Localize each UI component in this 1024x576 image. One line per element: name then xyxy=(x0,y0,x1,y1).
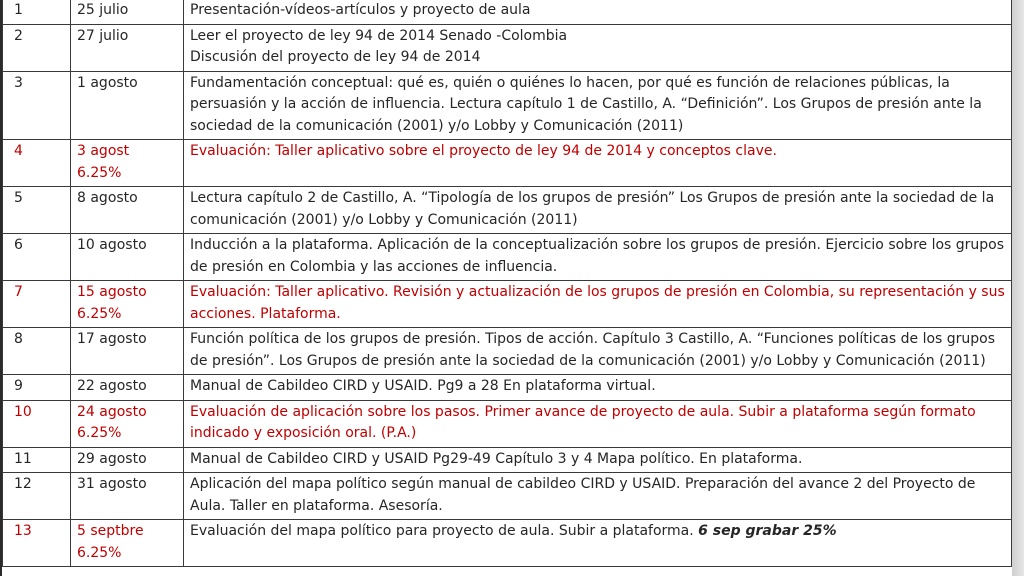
table-row xyxy=(3,0,1012,24)
session-number: 12 xyxy=(3,473,71,520)
description-text: Fundamentación conceptual: qué es, quién o quiénes lo hacen, por qué es función de relaciones públicas, la persuasión y la acción de influencia. Lectura capítulo 1 de Castillo, A. “Definición”. Los Grupos de presión ante la sociedad de la comunicación (2001) y/o Lobby y Comunicación (2011) xyxy=(190,74,982,134)
table-row xyxy=(3,281,1012,328)
table-row xyxy=(3,447,1012,473)
session-description xyxy=(184,447,1012,473)
description-text: Aplicación del mapa político según manual de cabildeo CIRD y USAID. Preparación del avance 2 del Proyecto de Aula. Taller en plataforma. Asesoría. xyxy=(190,476,976,514)
session-number: 6 xyxy=(3,234,71,281)
session-date: 1 agosto xyxy=(71,71,184,140)
description-text: Manual de Cabildeo CIRD y USAID Pg29-49 Capítulo 3 y 4 Mapa político. En plataforma. xyxy=(190,450,803,467)
description-text: Evaluación de aplicación sobre los pasos. Primer avance de proyecto de aula. Subir a plataforma según formato indicado y exposición oral. (P.A.) xyxy=(190,403,976,441)
session-number: 3 xyxy=(3,71,71,140)
schedule-body xyxy=(3,0,1012,567)
session-number: 4 xyxy=(3,140,71,187)
description-text: Inducción a la plataforma. Aplicación de la conceptualización sobre los grupos de presión. Ejercicio sobre los grupos de presión en Colombia y las acciones de influencia. xyxy=(190,237,1005,275)
session-description xyxy=(184,281,1012,328)
session-date: 24 agosto 6.25% xyxy=(71,400,184,447)
description-text: Función política de los grupos de presión. Tipos de acción. Capítulo 3 Castillo, A. “Funciones políticas de los grupos de presión”. Los Grupos de presión ante la sociedad de la comunicación (2001) y/o Lobby y Comunicación (2011) xyxy=(190,331,996,369)
session-description xyxy=(184,24,1012,71)
session-number: 13 xyxy=(3,520,71,567)
session-description xyxy=(184,187,1012,234)
table-row xyxy=(3,140,1012,187)
table-row xyxy=(3,520,1012,567)
session-description xyxy=(184,0,1012,24)
session-description xyxy=(184,140,1012,187)
session-number: 9 xyxy=(3,375,71,401)
session-description xyxy=(184,473,1012,520)
table-row xyxy=(3,400,1012,447)
session-date: 31 agosto xyxy=(71,473,184,520)
description-text: Evaluación: Taller aplicativo sobre el proyecto de ley 94 de 2014 y conceptos clave. xyxy=(190,143,777,159)
session-description xyxy=(184,520,1012,567)
description-text: Evaluación: Taller aplicativo. Revisión y actualización de los grupos de presión en Colombia, su representación y sus acciones. Plataforma. xyxy=(190,284,1005,322)
table-row xyxy=(3,328,1012,375)
session-date: 17 agosto xyxy=(71,328,184,375)
session-number: 8 xyxy=(3,328,71,375)
session-description xyxy=(184,400,1012,447)
description-text: Presentación-vídeos-artículos y proyecto de aula xyxy=(190,2,531,18)
session-date: 8 agosto xyxy=(71,187,184,234)
description-text: Evaluación del mapa político para proyecto de aula. Subir a plataforma. xyxy=(190,523,694,539)
table-row xyxy=(3,473,1012,520)
session-description xyxy=(184,71,1012,140)
session-date: 15 agosto 6.25% xyxy=(71,281,184,328)
session-number: 11 xyxy=(3,447,71,473)
session-description xyxy=(184,234,1012,281)
schedule-table xyxy=(2,0,1012,567)
session-number: 10 xyxy=(3,400,71,447)
description-text: Manual de Cabildeo CIRD y USAID. Pg9 a 28 En plataforma virtual. xyxy=(190,378,656,394)
table-row xyxy=(3,234,1012,281)
session-number: 1 xyxy=(3,0,71,24)
session-date: 5 septbre 6.25% xyxy=(71,520,184,567)
session-number: 7 xyxy=(3,281,71,328)
session-date: 27 julio xyxy=(71,24,184,71)
slide-edge-shadow xyxy=(1012,0,1024,576)
session-date: 29 agosto xyxy=(71,447,184,473)
session-number: 2 xyxy=(3,24,71,71)
description-text: Lectura capítulo 2 de Castillo, A. “Tipología de los grupos de presión” Los Grupos de presión ante la sociedad de la comunicación (2001) y/o Lobby y Comunicación (2011) xyxy=(190,190,995,228)
session-description xyxy=(184,375,1012,401)
session-date: 3 agost 6.25% xyxy=(71,140,184,187)
description-text: Leer el proyecto de ley 94 de 2014 Senado -Colombia xyxy=(190,27,568,44)
recording-note: 6 sep grabar 25% xyxy=(698,523,837,539)
session-date: 10 agosto xyxy=(71,234,184,281)
session-date: 22 agosto xyxy=(71,375,184,401)
table-row xyxy=(3,24,1012,71)
session-description xyxy=(184,328,1012,375)
table-row xyxy=(3,187,1012,234)
table-row xyxy=(3,71,1012,140)
session-number: 5 xyxy=(3,187,71,234)
description-text-line2: Discusión del proyecto de ley 94 de 2014 xyxy=(190,49,481,65)
table-row xyxy=(3,375,1012,401)
session-date: 25 julio xyxy=(71,0,184,24)
